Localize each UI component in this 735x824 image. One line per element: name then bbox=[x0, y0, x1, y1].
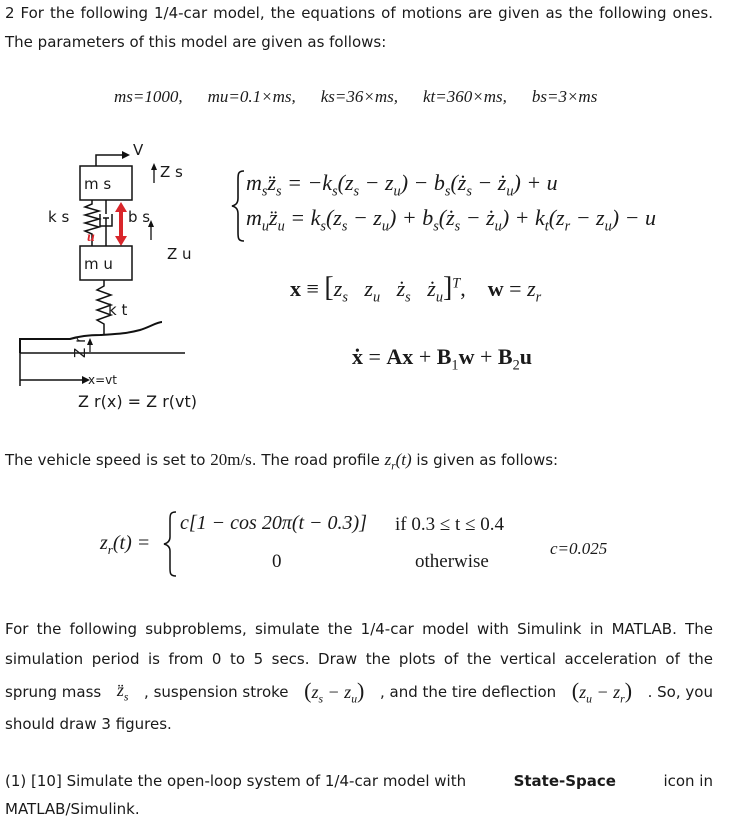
equation-sprung: $m_sz̈_s = -k_s(z_s - z_u)$ − $b_s(ż_s$ − $ż_u) + u$ bbox=[246, 170, 558, 200]
intro-line-1: 2 For the following 1/4-car model, the equations of motions are given as the following ones. bbox=[5, 4, 713, 22]
subproblems-line-3 bbox=[5, 678, 713, 706]
velocity-arrow bbox=[96, 155, 122, 166]
case-1-expression: c[1 − cos 20π(t − 0.3)] bbox=[180, 512, 367, 534]
equation-unsprung: $m_uz̈_u = k_s(z_s - z_u)$ + $b_s(ż_s$ − $ż_u) + k_t(z_r - z_u) - u$ bbox=[246, 205, 656, 235]
speed-text-middle: . The road profile bbox=[251, 451, 385, 469]
param-bs: bs=3×ms bbox=[531, 87, 598, 106]
state-space-equation: ẋ = $Ax + B_1w + B_2u$ bbox=[352, 344, 532, 374]
question-1-suffix: icon in bbox=[663, 772, 713, 790]
label-mu: m u bbox=[84, 255, 113, 273]
case-2-condition: otherwise bbox=[415, 551, 489, 572]
label-u: u bbox=[87, 230, 95, 245]
question-1-line-1 bbox=[5, 772, 713, 790]
equations-of-motion bbox=[230, 168, 730, 248]
label-kt: k t bbox=[108, 301, 128, 319]
param-mu: mu=0.1×ms, bbox=[207, 87, 296, 106]
speed-paragraph bbox=[5, 450, 558, 472]
road-profile-definition bbox=[98, 508, 658, 583]
param-kt: kt=360×ms, bbox=[423, 87, 507, 106]
subproblems-tire-label: , and the tire deflection bbox=[379, 682, 557, 701]
case-1-condition: if 0.3 ≤ t ≤ 0.4 bbox=[395, 514, 504, 535]
stroke-symbol: $(z_s - z_u)$ bbox=[304, 678, 365, 706]
label-ms: m s bbox=[84, 175, 112, 193]
road-profile bbox=[20, 322, 162, 353]
tire-deflection-symbol: $(z_u - z_r)$ bbox=[571, 678, 633, 706]
label-zu: Z u bbox=[167, 245, 192, 263]
speed-text-after: is given as follows: bbox=[411, 451, 559, 469]
subproblems-sprung-mass-label: sprung mass bbox=[5, 682, 102, 701]
param-ms: ms=1000, bbox=[114, 87, 183, 106]
damper bbox=[100, 200, 112, 246]
subproblems-line-4: should draw 3 figures. bbox=[5, 715, 172, 733]
c-value: c=0.025 bbox=[550, 539, 608, 558]
subproblems-stroke-label: , suspension stroke bbox=[144, 682, 289, 701]
road-profile-lhs: $z_r(t)$ = bbox=[100, 532, 151, 557]
brace-icon bbox=[230, 168, 246, 244]
speed-text-before: The vehicle speed is set to bbox=[5, 451, 211, 469]
label-v: V bbox=[133, 141, 144, 159]
subproblems-line-3-end: . So, you bbox=[647, 682, 713, 701]
case-2-expression: 0 bbox=[272, 551, 282, 572]
label-zs: Z s bbox=[160, 163, 183, 181]
brace-icon bbox=[162, 510, 178, 578]
subproblems-line-2: simulation period is from 0 to 5 secs. Draw the plots of the vertical acceleration of the bbox=[5, 650, 713, 668]
question-1-prefix: (1) [10] Simulate the open-loop system of 1/4-car model with bbox=[5, 772, 467, 790]
accel-symbol: $z̈_s$ bbox=[116, 680, 129, 704]
road-profile-symbol: $z_r(t)$ bbox=[384, 450, 412, 473]
speed-value: 20m/s bbox=[210, 450, 252, 469]
param-ks: ks=36×ms, bbox=[320, 87, 398, 106]
parameter-row bbox=[114, 87, 597, 107]
label-road-function: Z r(x) = Z r(vt) bbox=[78, 392, 198, 411]
label-zr: Z r bbox=[71, 336, 89, 358]
question-1-line-2: MATLAB/Simulink. bbox=[5, 800, 140, 818]
state-vector-definition: $x \equiv [z_s$ $z_u$ $ż_s$ $ż_u]^T$, $w = z_r$ bbox=[290, 272, 542, 306]
label-ks: k s bbox=[48, 208, 70, 226]
label-bs: b s bbox=[128, 208, 151, 226]
subproblems-line-1: For the following subproblems, simulate the 1/4-car model with Simulink in MATLAB. The bbox=[5, 620, 713, 638]
intro-line-2: The parameters of this model are given as follows: bbox=[5, 33, 387, 51]
state-space-keyword: State-Space bbox=[513, 772, 616, 790]
label-x-equals-vt: x=vt bbox=[88, 373, 117, 387]
